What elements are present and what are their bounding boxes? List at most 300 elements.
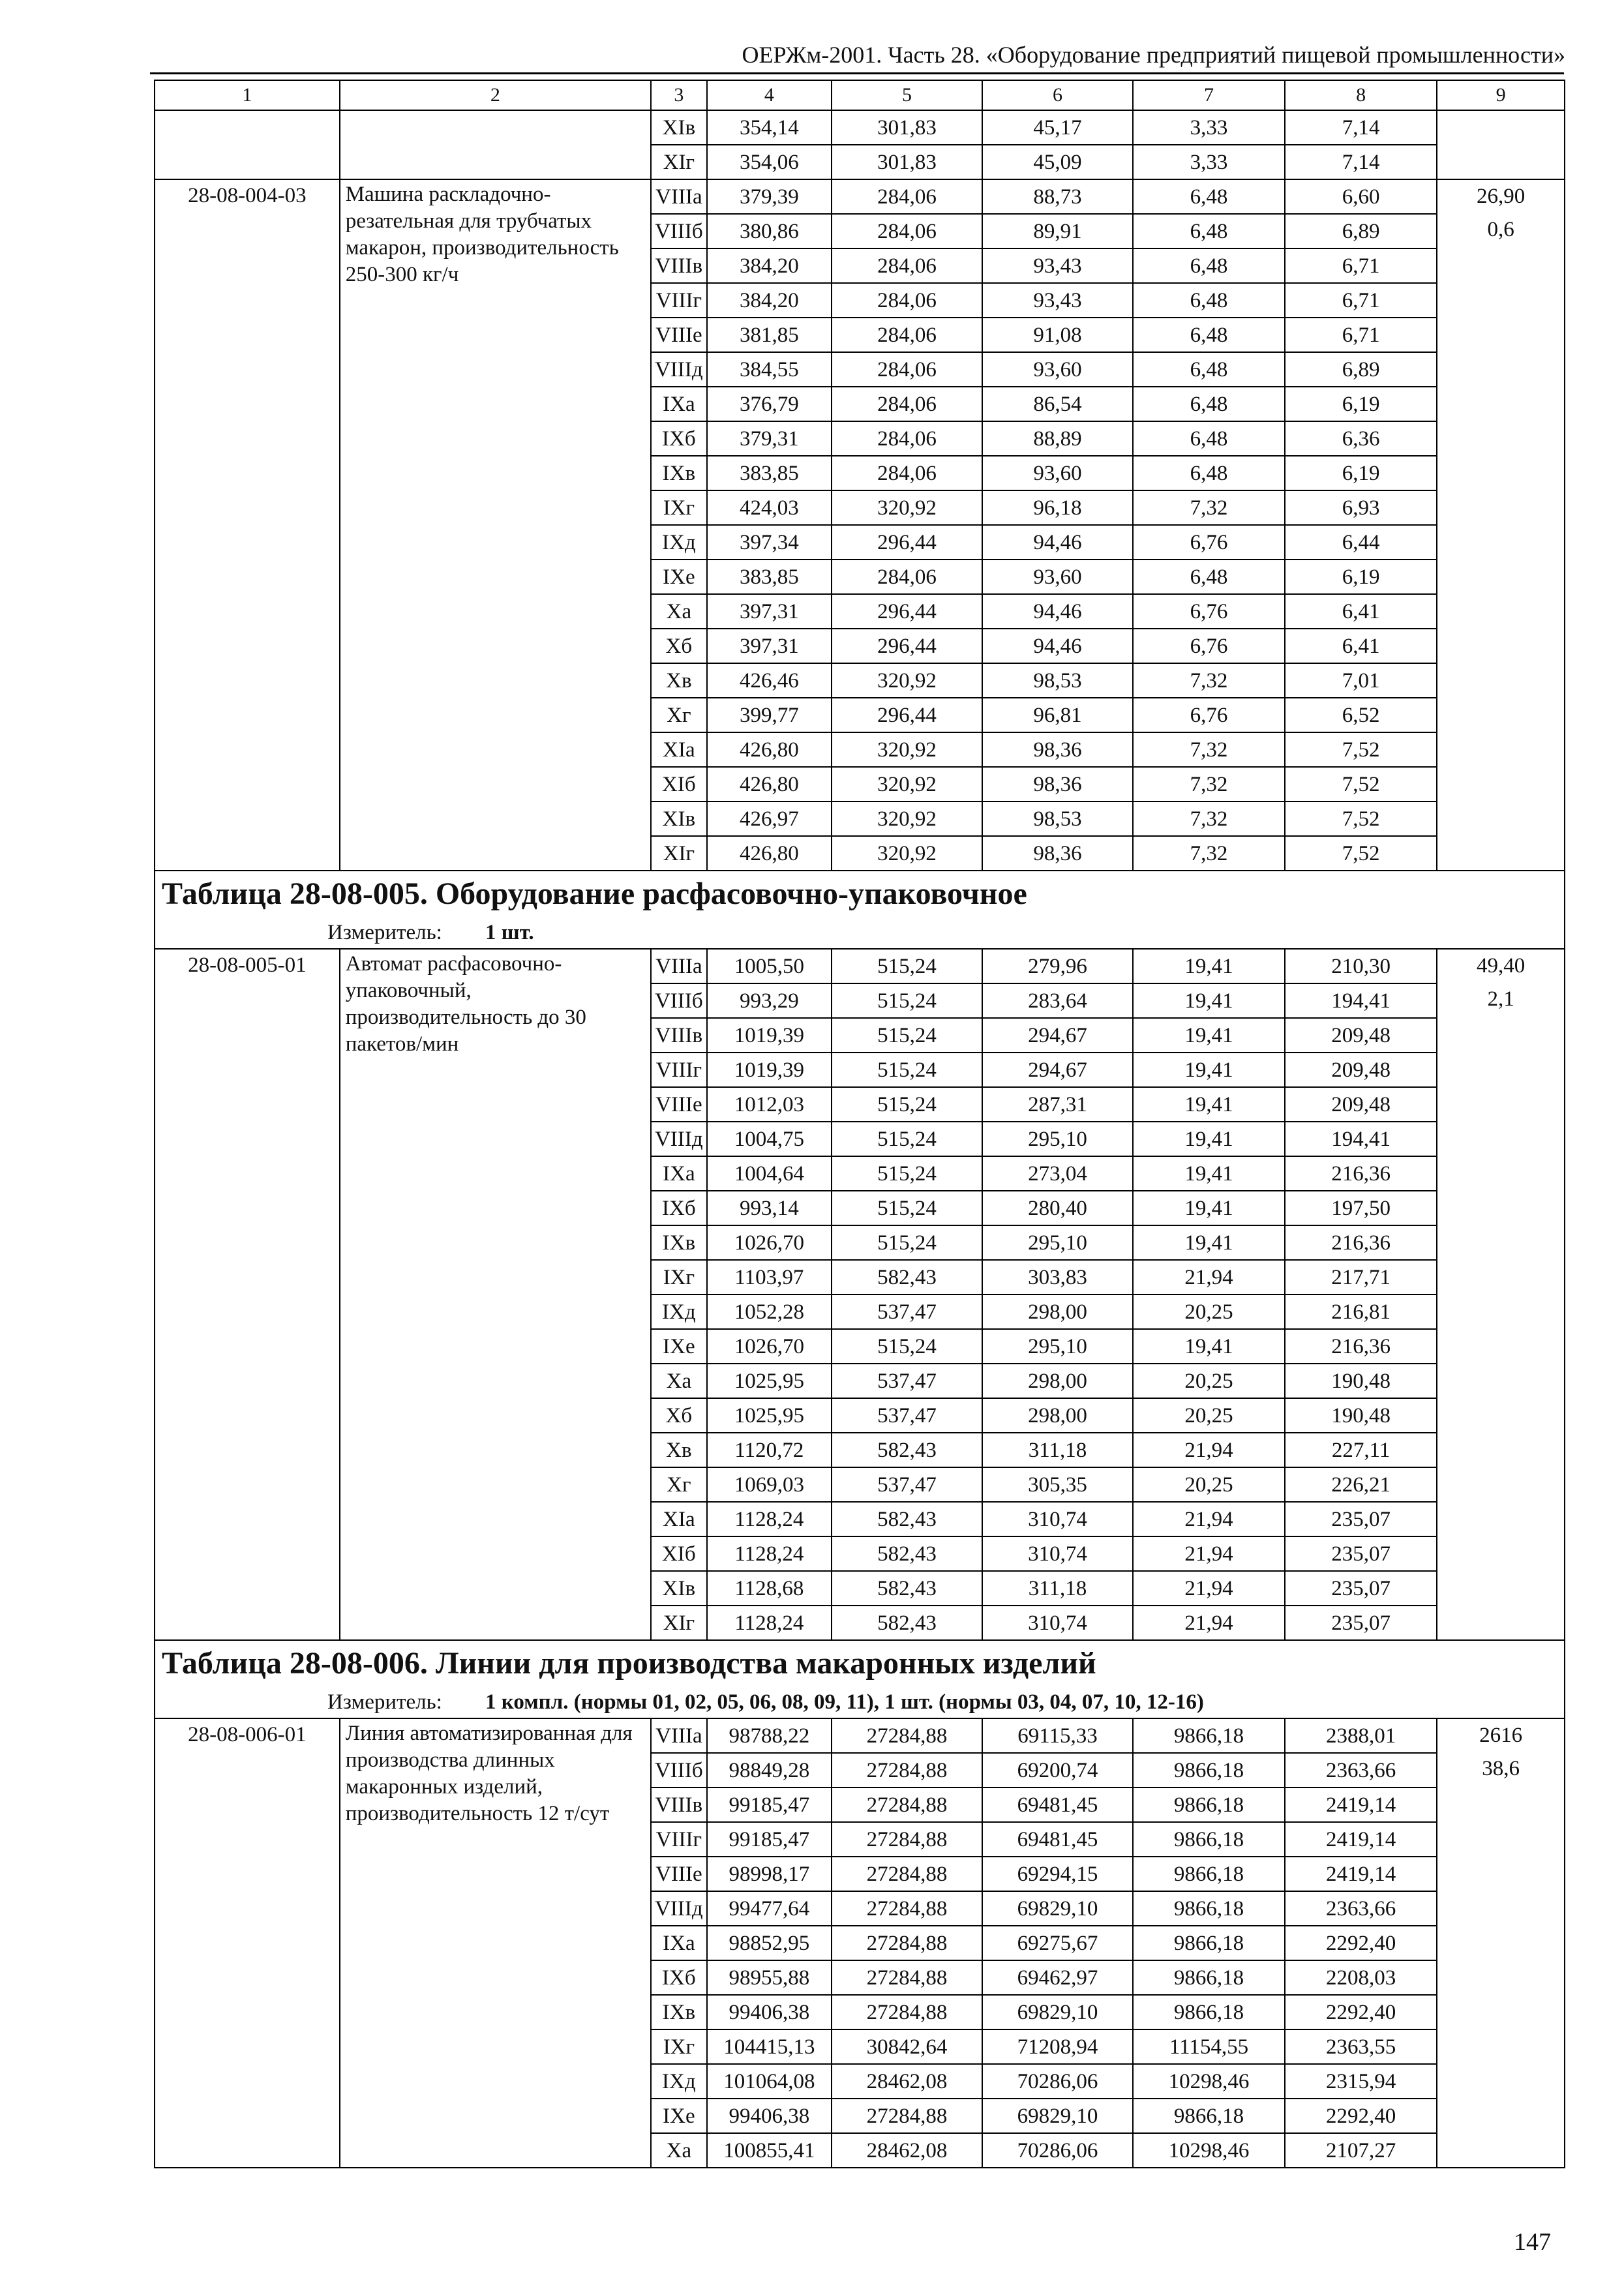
value-cell: 9866,18 xyxy=(1133,1995,1285,2029)
region-cell: Xг xyxy=(651,698,707,732)
value-cell: 515,24 xyxy=(832,1191,982,1225)
region-cell: IXе xyxy=(651,560,707,594)
value-cell: 2292,40 xyxy=(1285,1995,1437,2029)
value-cell: 6,48 xyxy=(1133,214,1285,248)
value-cell: 399,77 xyxy=(707,698,832,732)
column-number: 3 xyxy=(651,80,707,110)
value-cell: 301,83 xyxy=(832,145,982,179)
value-cell: 94,46 xyxy=(982,594,1133,629)
value-cell: 283,64 xyxy=(982,983,1133,1018)
value-cell: 515,24 xyxy=(832,1122,982,1156)
value-cell: 303,83 xyxy=(982,1260,1133,1294)
value-cell: 320,92 xyxy=(832,767,982,801)
value-cell: 19,41 xyxy=(1133,949,1285,983)
region-cell: VIIIд xyxy=(651,1122,707,1156)
value-cell: 284,06 xyxy=(832,318,982,352)
value-cell: 582,43 xyxy=(832,1571,982,1606)
value-cell: 2107,27 xyxy=(1285,2133,1437,2168)
value-cell: 30842,64 xyxy=(832,2029,982,2064)
value-cell: 2419,14 xyxy=(1285,1857,1437,1891)
region-cell: Xа xyxy=(651,2133,707,2168)
value-cell: 1128,24 xyxy=(707,1606,832,1640)
table-title-row xyxy=(155,1640,1565,1686)
value-cell: 284,06 xyxy=(832,248,982,283)
code-cell: 28-08-006-01 xyxy=(155,1718,340,2168)
value-cell: 69829,10 xyxy=(982,1995,1133,2029)
value-cell: 216,81 xyxy=(1285,1294,1437,1329)
value-cell: 6,89 xyxy=(1285,352,1437,387)
region-cell: VIIIг xyxy=(651,1053,707,1087)
region-cell: Xа xyxy=(651,1364,707,1398)
value-cell: 99477,64 xyxy=(707,1891,832,1926)
region-cell: IXе xyxy=(651,1329,707,1364)
column-number: 2 xyxy=(340,80,651,110)
column-number: 5 xyxy=(832,80,982,110)
region-cell: XIг xyxy=(651,145,707,179)
value-cell: 582,43 xyxy=(832,1502,982,1536)
value-cell: 9866,18 xyxy=(1133,1891,1285,1926)
value-cell: 298,00 xyxy=(982,1364,1133,1398)
value-cell: 27284,88 xyxy=(832,2099,982,2133)
region-cell: XIб xyxy=(651,1536,707,1571)
region-cell: VIIIб xyxy=(651,983,707,1018)
region-cell: IXа xyxy=(651,1156,707,1191)
region-cell: VIIIд xyxy=(651,352,707,387)
value-cell: 287,31 xyxy=(982,1087,1133,1122)
value-cell: 6,48 xyxy=(1133,318,1285,352)
value-cell: 310,74 xyxy=(982,1502,1133,1536)
value-cell: 96,18 xyxy=(982,490,1133,525)
region-cell: VIIIб xyxy=(651,214,707,248)
value-cell: 235,07 xyxy=(1285,1606,1437,1640)
value-cell: 9866,18 xyxy=(1133,1718,1285,1753)
region-cell: VIIIв xyxy=(651,1018,707,1053)
value-cell: 6,89 xyxy=(1285,214,1437,248)
value-cell: 209,48 xyxy=(1285,1053,1437,1087)
value-cell: 27284,88 xyxy=(832,1926,982,1960)
value-cell: 99185,47 xyxy=(707,1788,832,1822)
value-cell: 1025,95 xyxy=(707,1398,832,1433)
value-cell: 86,54 xyxy=(982,387,1133,421)
value-cell: 88,73 xyxy=(982,179,1133,214)
region-cell: Xб xyxy=(651,1398,707,1433)
value-cell: 98,36 xyxy=(982,732,1133,767)
value-cell: 6,41 xyxy=(1285,629,1437,663)
value-cell: 6,48 xyxy=(1133,456,1285,490)
value-cell: 7,14 xyxy=(1285,110,1437,145)
value-cell: 320,92 xyxy=(832,490,982,525)
value-cell: 7,52 xyxy=(1285,801,1437,836)
region-cell: VIIIв xyxy=(651,248,707,283)
value-cell: 384,20 xyxy=(707,248,832,283)
value-cell: 194,41 xyxy=(1285,1122,1437,1156)
value-cell: 6,93 xyxy=(1285,490,1437,525)
value-cell: 284,06 xyxy=(832,179,982,214)
value-cell: 993,29 xyxy=(707,983,832,1018)
value-cell: 28462,08 xyxy=(832,2064,982,2099)
value-cell: 1128,24 xyxy=(707,1536,832,1571)
value-cell: 993,14 xyxy=(707,1191,832,1225)
value-cell: 98955,88 xyxy=(707,1960,832,1995)
region-cell: VIIIе xyxy=(651,1857,707,1891)
value-cell: 384,55 xyxy=(707,352,832,387)
value-cell: 216,36 xyxy=(1285,1329,1437,1364)
col9-cell xyxy=(1437,949,1565,1640)
value-cell: 98,53 xyxy=(982,663,1133,698)
value-cell: 515,24 xyxy=(832,983,982,1018)
value-cell: 582,43 xyxy=(832,1433,982,1467)
col9-cell xyxy=(1437,110,1565,179)
region-cell: Xа xyxy=(651,594,707,629)
value-cell: 19,41 xyxy=(1133,1156,1285,1191)
value-cell: 2363,66 xyxy=(1285,1891,1437,1926)
value-cell: 7,32 xyxy=(1133,732,1285,767)
value-cell: 1069,03 xyxy=(707,1467,832,1502)
value-cell: 209,48 xyxy=(1285,1018,1437,1053)
value-cell: 6,48 xyxy=(1133,283,1285,318)
value-cell: 7,14 xyxy=(1285,145,1437,179)
value-cell: 235,07 xyxy=(1285,1571,1437,1606)
region-cell: XIв xyxy=(651,1571,707,1606)
value-cell: 6,41 xyxy=(1285,594,1437,629)
value-cell: 7,01 xyxy=(1285,663,1437,698)
value-cell: 537,47 xyxy=(832,1364,982,1398)
region-cell: IXд xyxy=(651,1294,707,1329)
value-cell: 1005,50 xyxy=(707,949,832,983)
value-cell: 301,83 xyxy=(832,110,982,145)
value-cell: 93,43 xyxy=(982,248,1133,283)
value-cell: 27284,88 xyxy=(832,1822,982,1857)
col9-cell xyxy=(1437,179,1565,871)
value-cell: 1026,70 xyxy=(707,1329,832,1364)
value-cell: 11154,55 xyxy=(1133,2029,1285,2064)
value-cell: 381,85 xyxy=(707,318,832,352)
region-cell: IXа xyxy=(651,387,707,421)
value-cell: 7,32 xyxy=(1133,767,1285,801)
value-cell: 6,19 xyxy=(1285,560,1437,594)
column-number: 9 xyxy=(1437,80,1565,110)
value-cell: 71208,94 xyxy=(982,2029,1133,2064)
value-cell: 69481,45 xyxy=(982,1788,1133,1822)
code-cell xyxy=(155,110,340,179)
value-cell: 284,06 xyxy=(832,560,982,594)
region-cell: IXе xyxy=(651,2099,707,2133)
column-number: 7 xyxy=(1133,80,1285,110)
value-cell: 296,44 xyxy=(832,525,982,560)
value-cell: 190,48 xyxy=(1285,1398,1437,1433)
value-cell: 3,33 xyxy=(1133,110,1285,145)
region-cell: IXб xyxy=(651,1191,707,1225)
col9-value: 0,6 xyxy=(1487,218,1514,241)
value-cell: 582,43 xyxy=(832,1260,982,1294)
value-cell: 7,32 xyxy=(1133,490,1285,525)
value-cell: 69200,74 xyxy=(982,1753,1133,1788)
value-cell: 101064,08 xyxy=(707,2064,832,2099)
col9-cell xyxy=(1437,1718,1565,2168)
price-table xyxy=(154,80,1565,2168)
region-cell: XIг xyxy=(651,1606,707,1640)
table-title: Таблица 28-08-005. Оборудование расфасовочно-упаковочное xyxy=(155,871,1565,917)
value-cell: 7,52 xyxy=(1285,732,1437,767)
value-cell: 7,32 xyxy=(1133,836,1285,871)
value-cell: 1103,97 xyxy=(707,1260,832,1294)
value-cell: 1025,95 xyxy=(707,1364,832,1398)
column-number: 6 xyxy=(982,80,1133,110)
header-rule xyxy=(150,72,1564,74)
value-cell: 2363,66 xyxy=(1285,1753,1437,1788)
value-cell: 69462,97 xyxy=(982,1960,1133,1995)
value-cell: 69275,67 xyxy=(982,1926,1133,1960)
region-cell: XIб xyxy=(651,767,707,801)
col9-value: 38,6 xyxy=(1482,1757,1520,1780)
value-cell: 27284,88 xyxy=(832,1718,982,1753)
value-cell: 98,53 xyxy=(982,801,1133,836)
value-cell: 383,85 xyxy=(707,456,832,490)
value-cell: 280,40 xyxy=(982,1191,1133,1225)
table-row xyxy=(155,1718,1565,1753)
value-cell: 69481,45 xyxy=(982,1822,1133,1857)
value-cell: 69829,10 xyxy=(982,1891,1133,1926)
value-cell: 6,44 xyxy=(1285,525,1437,560)
column-number: 4 xyxy=(707,80,832,110)
value-cell: 426,80 xyxy=(707,767,832,801)
region-cell: VIIIа xyxy=(651,1718,707,1753)
value-cell: 27284,88 xyxy=(832,1960,982,1995)
value-cell: 296,44 xyxy=(832,594,982,629)
unit-row xyxy=(155,1686,1565,1718)
value-cell: 298,00 xyxy=(982,1294,1133,1329)
value-cell: 397,31 xyxy=(707,594,832,629)
value-cell: 98788,22 xyxy=(707,1718,832,1753)
value-cell: 19,41 xyxy=(1133,1053,1285,1087)
region-cell: XIв xyxy=(651,801,707,836)
value-cell: 235,07 xyxy=(1285,1536,1437,1571)
value-cell: 376,79 xyxy=(707,387,832,421)
value-cell: 426,97 xyxy=(707,801,832,836)
value-cell: 93,43 xyxy=(982,283,1133,318)
page-number: 147 xyxy=(1514,2228,1551,2256)
value-cell: 20,25 xyxy=(1133,1467,1285,1502)
value-cell: 294,67 xyxy=(982,1053,1133,1087)
value-cell: 6,71 xyxy=(1285,318,1437,352)
value-cell: 21,94 xyxy=(1133,1502,1285,1536)
value-cell: 98849,28 xyxy=(707,1753,832,1788)
value-cell: 227,11 xyxy=(1285,1433,1437,1467)
value-cell: 320,92 xyxy=(832,801,982,836)
value-cell: 6,48 xyxy=(1133,179,1285,214)
value-cell: 45,17 xyxy=(982,110,1133,145)
value-cell: 99406,38 xyxy=(707,2099,832,2133)
value-cell: 10298,46 xyxy=(1133,2133,1285,2168)
region-cell: IXв xyxy=(651,1225,707,1260)
value-cell: 6,76 xyxy=(1133,594,1285,629)
value-cell: 27284,88 xyxy=(832,1995,982,2029)
value-cell: 2315,94 xyxy=(1285,2064,1437,2099)
value-cell: 426,46 xyxy=(707,663,832,698)
value-cell: 310,74 xyxy=(982,1606,1133,1640)
value-cell: 9866,18 xyxy=(1133,1960,1285,1995)
value-cell: 296,44 xyxy=(832,629,982,663)
value-cell: 9866,18 xyxy=(1133,2099,1285,2133)
value-cell: 93,60 xyxy=(982,456,1133,490)
value-cell: 383,85 xyxy=(707,560,832,594)
value-cell: 210,30 xyxy=(1285,949,1437,983)
value-cell: 296,44 xyxy=(832,698,982,732)
value-cell: 19,41 xyxy=(1133,1087,1285,1122)
value-cell: 9866,18 xyxy=(1133,1788,1285,1822)
value-cell: 88,89 xyxy=(982,421,1133,456)
value-cell: 98852,95 xyxy=(707,1926,832,1960)
region-cell: IXб xyxy=(651,1960,707,1995)
value-cell: 28462,08 xyxy=(832,2133,982,2168)
value-cell: 424,03 xyxy=(707,490,832,525)
value-cell: 284,06 xyxy=(832,387,982,421)
value-cell: 2388,01 xyxy=(1285,1718,1437,1753)
region-cell: XIв xyxy=(651,110,707,145)
value-cell: 98,36 xyxy=(982,767,1133,801)
unit-value: 1 шт. xyxy=(485,921,534,944)
value-cell: 379,39 xyxy=(707,179,832,214)
value-cell: 397,34 xyxy=(707,525,832,560)
unit-cell xyxy=(155,917,1565,949)
value-cell: 10298,46 xyxy=(1133,2064,1285,2099)
value-cell: 380,86 xyxy=(707,214,832,248)
value-cell: 354,06 xyxy=(707,145,832,179)
value-cell: 426,80 xyxy=(707,836,832,871)
code-cell: 28-08-004-03 xyxy=(155,179,340,871)
value-cell: 89,91 xyxy=(982,214,1133,248)
value-cell: 6,76 xyxy=(1133,629,1285,663)
unit-label: Измеритель: xyxy=(327,1690,442,1714)
region-cell: VIIIб xyxy=(651,1753,707,1788)
region-cell: VIIIе xyxy=(651,1087,707,1122)
value-cell: 537,47 xyxy=(832,1467,982,1502)
value-cell: 7,52 xyxy=(1285,767,1437,801)
value-cell: 96,81 xyxy=(982,698,1133,732)
table-row xyxy=(155,110,1565,145)
unit-cell xyxy=(155,1686,1565,1718)
value-cell: 7,32 xyxy=(1133,663,1285,698)
region-cell: VIIIг xyxy=(651,283,707,318)
name-cell: Машина раскладочно-резательная для трубчатых макарон, производительность 250-300 кг/ч xyxy=(340,179,651,871)
name-cell xyxy=(340,110,651,179)
value-cell: 70286,06 xyxy=(982,2133,1133,2168)
value-cell: 537,47 xyxy=(832,1398,982,1433)
value-cell: 100855,41 xyxy=(707,2133,832,2168)
value-cell: 354,14 xyxy=(707,110,832,145)
value-cell: 6,76 xyxy=(1133,698,1285,732)
value-cell: 93,60 xyxy=(982,560,1133,594)
value-cell: 6,48 xyxy=(1133,352,1285,387)
value-cell: 515,24 xyxy=(832,949,982,983)
value-cell: 2292,40 xyxy=(1285,1926,1437,1960)
value-cell: 1128,24 xyxy=(707,1502,832,1536)
page-header: ОЕРЖм-2001. Часть 28. «Оборудование предприятий пищевой промышленности» xyxy=(742,42,1565,68)
value-cell: 104415,13 xyxy=(707,2029,832,2064)
col9-value: 26,90 xyxy=(1476,185,1526,208)
value-cell: 209,48 xyxy=(1285,1087,1437,1122)
region-cell: IXв xyxy=(651,1995,707,2029)
value-cell: 273,04 xyxy=(982,1156,1133,1191)
value-cell: 515,24 xyxy=(832,1087,982,1122)
code-cell: 28-08-005-01 xyxy=(155,949,340,1640)
value-cell: 69115,33 xyxy=(982,1718,1133,1753)
region-cell: IXа xyxy=(651,1926,707,1960)
table-row xyxy=(155,179,1565,214)
value-cell: 21,94 xyxy=(1133,1433,1285,1467)
value-cell: 515,24 xyxy=(832,1053,982,1087)
region-cell: Xб xyxy=(651,629,707,663)
value-cell: 9866,18 xyxy=(1133,1822,1285,1857)
region-cell: IXг xyxy=(651,1260,707,1294)
value-cell: 235,07 xyxy=(1285,1502,1437,1536)
value-cell: 7,52 xyxy=(1285,836,1437,871)
value-cell: 6,48 xyxy=(1133,248,1285,283)
col9-value: 49,40 xyxy=(1476,954,1526,978)
value-cell: 6,71 xyxy=(1285,248,1437,283)
column-number: 1 xyxy=(155,80,340,110)
value-cell: 6,19 xyxy=(1285,387,1437,421)
region-cell: IXд xyxy=(651,2064,707,2099)
value-cell: 295,10 xyxy=(982,1122,1133,1156)
value-cell: 21,94 xyxy=(1133,1260,1285,1294)
value-cell: 19,41 xyxy=(1133,1329,1285,1364)
value-cell: 310,74 xyxy=(982,1536,1133,1571)
table-row xyxy=(155,949,1565,983)
column-number-row xyxy=(155,80,1565,110)
value-cell: 284,06 xyxy=(832,456,982,490)
value-cell: 379,31 xyxy=(707,421,832,456)
value-cell: 2419,14 xyxy=(1285,1822,1437,1857)
value-cell: 91,08 xyxy=(982,318,1133,352)
value-cell: 27284,88 xyxy=(832,1857,982,1891)
unit-label: Измеритель: xyxy=(327,921,442,944)
region-cell: VIIIв xyxy=(651,1788,707,1822)
value-cell: 1012,03 xyxy=(707,1087,832,1122)
value-cell: 9866,18 xyxy=(1133,1753,1285,1788)
unit-row xyxy=(155,917,1565,949)
region-cell: IXд xyxy=(651,525,707,560)
value-cell: 6,48 xyxy=(1133,560,1285,594)
value-cell: 194,41 xyxy=(1285,983,1437,1018)
value-cell: 2363,55 xyxy=(1285,2029,1437,2064)
col9-value: 2,1 xyxy=(1487,987,1514,1011)
region-cell: IXг xyxy=(651,2029,707,2064)
name-cell: Линия автоматизированная для производства длинных макаронных изделий, производительность 12 т/сут xyxy=(340,1718,651,2168)
unit-value: 1 компл. (нормы 01, 02, 05, 06, 08, 09, 11), 1 шт. (нормы 03, 04, 07, 10, 12-16) xyxy=(485,1690,1204,1714)
region-cell: VIIIа xyxy=(651,179,707,214)
value-cell: 1019,39 xyxy=(707,1018,832,1053)
value-cell: 284,06 xyxy=(832,283,982,318)
value-cell: 284,06 xyxy=(832,421,982,456)
value-cell: 6,52 xyxy=(1285,698,1437,732)
value-cell: 515,24 xyxy=(832,1156,982,1191)
value-cell: 27284,88 xyxy=(832,1788,982,1822)
value-cell: 295,10 xyxy=(982,1225,1133,1260)
value-cell: 19,41 xyxy=(1133,1225,1285,1260)
region-cell: XIа xyxy=(651,1502,707,1536)
value-cell: 99185,47 xyxy=(707,1822,832,1857)
region-cell: Xв xyxy=(651,1433,707,1467)
value-cell: 426,80 xyxy=(707,732,832,767)
value-cell: 69294,15 xyxy=(982,1857,1133,1891)
value-cell: 226,21 xyxy=(1285,1467,1437,1502)
region-cell: VIIIа xyxy=(651,949,707,983)
value-cell: 294,67 xyxy=(982,1018,1133,1053)
value-cell: 3,33 xyxy=(1133,145,1285,179)
value-cell: 20,25 xyxy=(1133,1294,1285,1329)
region-cell: IXг xyxy=(651,490,707,525)
